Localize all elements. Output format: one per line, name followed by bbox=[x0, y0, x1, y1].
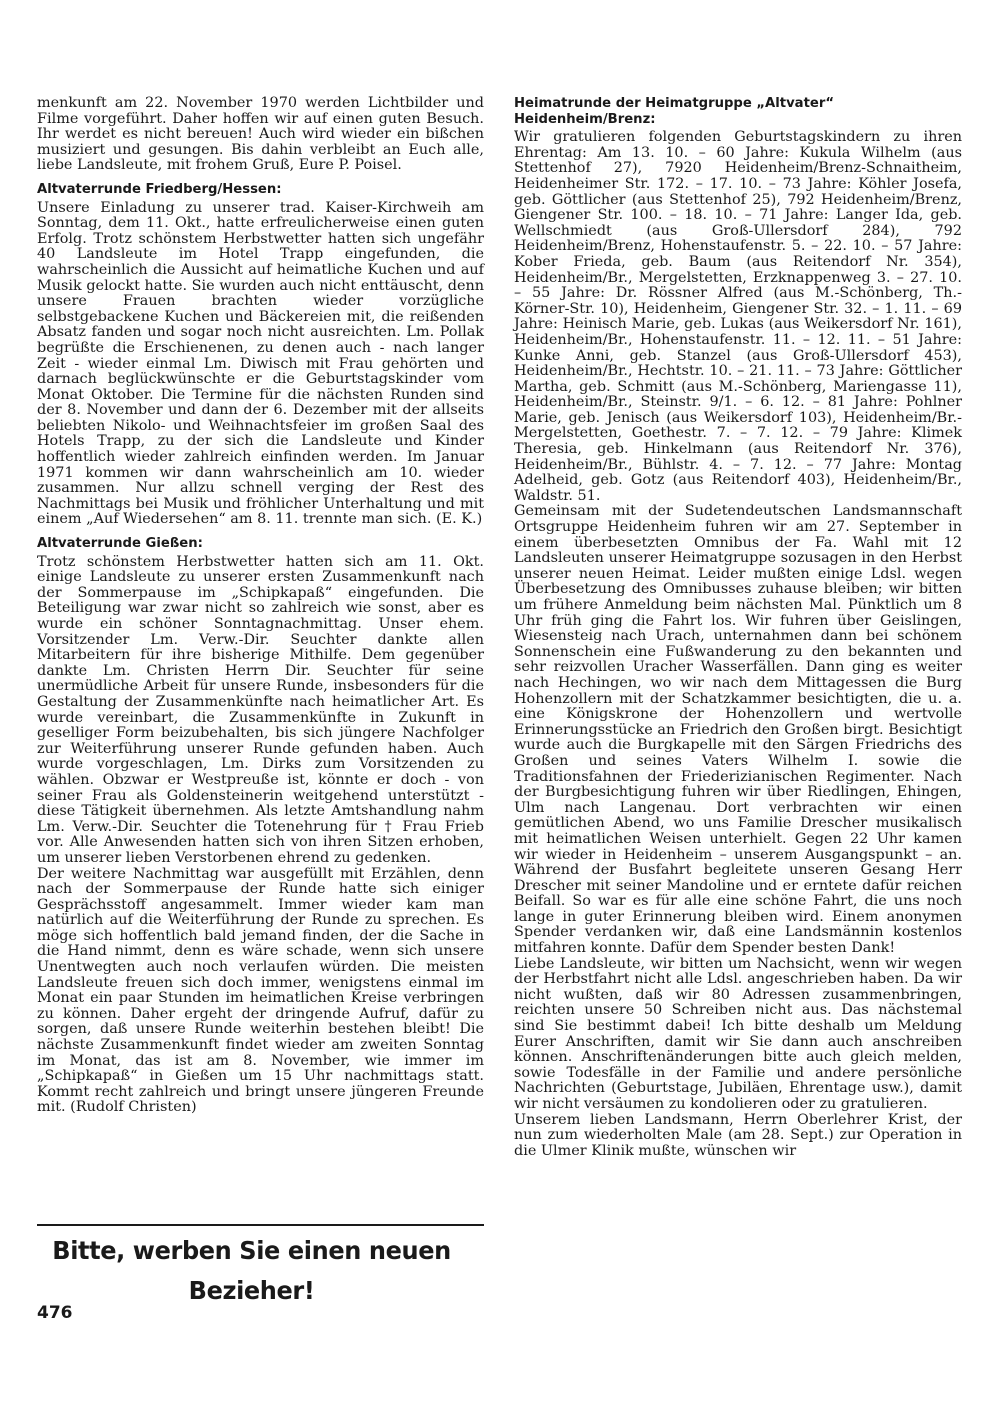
banner-top-rule bbox=[37, 1224, 484, 1226]
right-column bbox=[514, 96, 962, 1159]
paragraph-birthdays: Wir gratulieren folgenden Geburtstagskindern zu ihren Ehrentag: Am 13. 10. – 60 Jahre: Kukula Wilhelm (aus Stettenhof 27), 7920 Heidenheim/Brenz-Schnaitheim, Heidenheimer Str. 172. – 17. 10. – 73 Jahre: Köhler Josefa, geb. Göttlicher (aus Stettenhof 25), 792 Heidenheim/Brenz, Giengener Str. 100. – 18. 10. – 71 Jahre: Langer Ida, geb. Wellschmiedt (aus Groß-Ullersdorf 284), 792 Heidenheim/Brenz, Hohenstaufenstr. 5. – 22. 10. – 57 Jahre: Kober Frieda, geb. Baum (aus Reitendorf Nr. 354), Heidenheim/Br., Mergelstetten, Erzknappenweg 3. – 27. 10. – 55 Jahre: Dr. Rössner Alfred (aus M.-Schönberg, Th.-Körner-Str. 10), Heidenheim, Giengener Str. 32. – 1. 11. – 69 Jahre: Heinisch Marie, geb. Lukas (aus Weikersdorf Nr. 161), Heidenheim/Br., Hohenstaufenstr. 11. – 12. 11. – 51 Jahre: Kunke Anni, geb. Stanzel (aus Groß-Ullersdorf 453), Heidenheim/Br., Hechtstr. 10. – 21. 11. – 73 Jahre: Göttlicher Martha, geb. Schmitt (aus M.-Schönberg, Mariengasse 11), Heidenheim/Br., Steinstr. 9/1. – 6. 12. – 81 Jahre: Pohlner Marie, geb. Jenisch (aus Weikersdorf 103), Heidenheim/Br.-Mergelstetten, Goethestr. 7. – 7. 12. – 79 Jahre: Klimek Theresia, geb. Hinkelmann (aus Reitendorf Nr. 376), Heidenheim/Br., Bühlstr. 4. – 7. 12. – 77 Jahre: Montag Adelheid, geb. Gotz (aus Reitendorf 403), Heidenheim/Br., Waldstr. 51. bbox=[514, 129, 962, 504]
paragraph-giessen-1: Trotz schönstem Herbstwetter hatten sich am 11. Okt. einige Landsleute zu unserer ersten Zusammenkunft nach der Sommerpause im „Schipkapaß“ eingefunden. Die Beteiligung war zwar nicht so zahlreich wie sonst, aber es wurde ein schöner Sonntagnachmittag. Unser ehem. Vorsitzender Lm. Verw.-Dir. Seuchter dankte allen Mitarbeitern für ihre bisherige Mithilfe. Dem gegenüber dankte Lm. Christen Herrn Dir. Seuchter für seine unermüdliche Arbeit für unsere Runde, insbesonders für die Gestaltung der Zusammenkünfte nach heimatlicher Art. Es wurde vereinbart, die Zusammenkünfte in Zukunft in geselliger Form beizubehalten, bis sich jüngere Nachfolger zur Weiterführung unserer Runde gefunden haben. Auch wurde vorgeschlagen, Lm. Dirks zum Vorsitzenden zu wählen. Obzwar er Westpreuße ist, könnte er doch - von seiner Frau als Goldensteinerin weitgehend unterstützt - diese Tätigkeit übernehmen. Als letzte Amtshandlung nahm Lm. Verw.-Dir. Seuchter die Totenehrung für † Frau Frieb vor. Alle Anwesenden hatten sich von ihren Sitzen erhoben, um unserer lieben Verstorbenen ehrend zu gedenken. bbox=[37, 553, 484, 866]
heading-giessen: Altvaterrunde Gießen: bbox=[37, 536, 203, 552]
heading-heidenheim: Heimatrunde der Heimatgruppe „Altvater“ Heidenheim/Brenz: bbox=[514, 96, 834, 127]
paragraph-giessen-2: Der weitere Nachmittag war ausgefüllt mit Erzählen, denn nach der Sommerpause der Runde hatte sich einiger Gesprächsstoff angesammelt. Immer wieder kam man natürlich auf die Weiterführung der Runde zu sprechen. Es möge sich hoffentlich bald jemand finden, der die Sache in die Hand nimmt, denn es wäre schade, wenn sich unsere Unentwegten auch noch verlaufen würden. Die meisten Landsleute freuen sich doch immer, wenigstens einmal im Monat ein paar Stunden im heimatlichen Kreise verbringen zu können. Daher ergeht der dringende Aufruf, dafür zu sorgen, daß unsere Runde weiterhin bestehen bleibt! Die nächste Zusammenkunft findet wieder am zweiten Sonntag im Monat, das ist am 8. November, wie immer im „Schipkapaß“ in Gießen um 15 Uhr nachmittags statt. Kommt recht zahlreich und bringt unsere jüngeren Freunde mit. (Rudolf Christen) bbox=[37, 865, 484, 1116]
paragraph-intro: menkunft am 22. November 1970 werden Lichtbilder und Filme vorgeführt. Daher hoffen wir auf einen guten Besuch. Ihr werdet es nicht bereuen! Auch wird wieder ein bißchen musiziert und gesungen. Bis dahin verbleibt an Euch alle, liebe Landsleute, mit frohem Gruß, Eure P. Poisel. bbox=[37, 95, 484, 174]
banner-advert: Bitte, werben Sie einen neuen Bezieher! bbox=[52, 1236, 451, 1305]
left-column bbox=[37, 96, 484, 1116]
paragraph-appeal: Liebe Landsleute, wir bitten um Nachsicht, wenn wir wegen der Herbstfahrt nicht alle Ldsl. angeschrieben haben. Da wir nicht wußten, daß wir 80 Adressen zusammenbringen, reichten unsere 50 Schreiben nicht aus. Das nächstemal sind Sie bestimmt dabei! Ich bitte deshalb um Meldung Eurer Anschriften, damit wir Sie dann auch anschreiben können. Anschriftenänderungen bitte auch gleich melden, sowie Todesfälle in der Familie und andere persönliche Nachrichten (Geburtstage, Jubiläen, Ehrentage usw.), damit wir nicht versäumen zu kondolieren oder zu gratulieren. bbox=[514, 955, 962, 1112]
paragraph-krist: Unserem lieben Landsmann, Herrn Oberlehrer Krist, der nun zum wiederholten Male (am 28. Sept.) zur Operation in die Ulmer Klinik mußte, wünschen wir bbox=[514, 1111, 962, 1159]
page-number: 476 bbox=[37, 1303, 73, 1323]
paragraph-trip: Gemeinsam mit der Sudetendeutschen Landsmannschaft Ortsgruppe Heidenheim fuhren wir am 27. September in einem überbesetzten Omnibus der Fa. Wahl mit 12 Landsleuten unserer Heimatgruppe sozusagen in den Herbst unserer neuen Heimat. Leider mußten einige Ldsl. wegen Überbesetzung des Omnibusses zuhause bleiben; wir bitten um frühere Anmeldung beim nächsten Mal. Pünktlich um 8 Uhr früh ging die Fahrt los. Wir fuhren über Geislingen, Wiesensteig nach Urach, unternahmen dann bei schönem Sonnenschein eine Fußwanderung zu den bekannten und sehr reizvollen Uracher Wasserfällen. Dann ging es weiter nach Hechingen, wo wir nach dem Mittagessen die Burg Hohenzollern mit der Schatzkammer besichtigten, die u. a. eine Königskrone der Hohenzollern und wertvolle Erinnerungsstücke an Friedrich den Großen birgt. Besichtigt wurde auch die Burgkapelle mit den Särgen Friedrichs des Großen und seines Vaters Wilhelm I. sowie die Traditionsfahnen der Friederizianischen Regimenter. Nach der Burgbesichtigung fuhren wir über Riedlingen, Ehingen, Ulm nach Langenau. Dort verbrachten wir einen gemütlichen Abend, wo uns Familie Drescher musikalisch mit heimatlichen Weisen unterhielt. Gegen 22 Uhr kamen wir wieder in Heidenheim – unserem Ausgangspunkt – an. Während der Busfahrt begleitete unseren Gesang Herr Drescher mit seiner Mandoline und er erntete dafür reichen Beifall. So war es für alle eine schöne Fahrt, die uns noch lange in guter Erinnerung bleiben wird. Einem anonymen Spender verdanken wir, daß eine Landsmännin kostenlos mitfahren konnte. Dafür dem Spender besten Dank! bbox=[514, 503, 962, 957]
heading-friedberg: Altvaterrunde Friedberg/Hessen: bbox=[37, 181, 282, 197]
paragraph-friedberg: Unsere Einladung zu unserer trad. Kaiser-Kirchweih am Sonntag, dem 11. Okt., hatte erfreulicherweise einen guten Erfolg. Trotz schönstem Herbstwetter hatten sich ungefähr 40 Landsleute im Hotel Trapp eingefunden, die wahrscheinlich die Aussicht auf heimatliche Kuchen und auf Musik gelockt hatte. Sie wurden auch nicht enttäuscht, denn unsere Frauen brachten wieder vorzügliche selbstgebackene Kuchen und Bäckereien mit, die reißenden Absatz fanden und sogar noch nicht ausreichten. Lm. Pollak begrüßte die Erschienenen, zu denen auch - nach langer Zeit - wieder einmal Lm. Diwisch mit Frau gehörten und darnach beglückwünschte er die Geburtstagskinder vom Monat Oktober. Die Termine für die nächsten Runden sind der 8. November und dann der 6. Dezember mit der allseits beliebten Nikolo- und Weihnachtsfeier im großen Saal des Hotels Trapp, zu der sich die Landsleute und Kinder hoffentlich wieder zahlreich einfinden werden. Im Januar 1971 kommen wir dann wahrscheinlich am 10. wieder zusammen. Nur allzu schnell verging der Rest des Nachmittags bei Musik und fröhlicher Unterhaltung und mit einem „Auf Wiedersehen“ am 8. 11. trennte man sich. (E. K.) bbox=[37, 199, 484, 528]
